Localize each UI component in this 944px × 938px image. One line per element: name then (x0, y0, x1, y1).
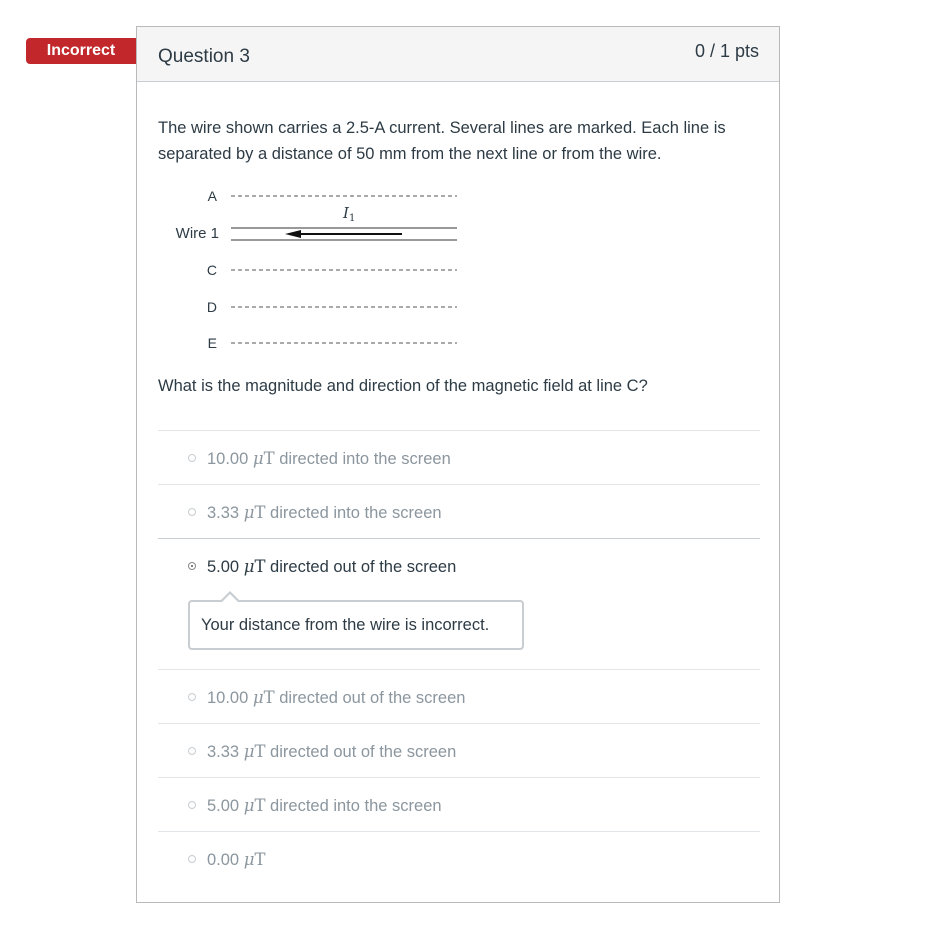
line-label-e: E (207, 335, 217, 351)
question-card (136, 26, 780, 903)
answer-option-1[interactable] (158, 430, 760, 484)
answer-feedback (188, 600, 524, 650)
answer-text: 10.00 μT directed into the screen (207, 449, 451, 468)
line-label-c: C (206, 262, 217, 278)
radio-icon[interactable] (188, 693, 196, 701)
answer-option-7[interactable] (158, 831, 760, 885)
radio-selected-icon[interactable] (188, 562, 196, 570)
incorrect-badge-label: Incorrect (26, 38, 136, 64)
wire-diagram (157, 185, 477, 365)
line-label-d: D (206, 299, 217, 315)
answer-option-6[interactable] (158, 777, 760, 831)
question-ask: What is the magnitude and direction of the magnetic field at line C? (158, 377, 648, 395)
feedback-pointer-inner (222, 594, 238, 602)
answer-option-5[interactable] (158, 723, 760, 777)
question-prompt: The wire shown carries a 2.5-A current. Several lines are marked. Each line is separated by a distance of 50 mm from the next line or from the wire. (158, 119, 726, 163)
answer-text: 10.00 μT directed out of the screen (207, 688, 466, 707)
answer-list (158, 430, 760, 885)
question-title: Question 3 (158, 46, 250, 67)
incorrect-badge (26, 38, 150, 64)
answer-text: 3.33 μT directed into the screen (207, 503, 442, 522)
answer-option-4[interactable] (158, 669, 760, 723)
question-header (137, 27, 779, 82)
answer-option-2[interactable] (158, 484, 760, 538)
current-arrow-head (285, 230, 301, 238)
answer-text: 5.00 μT directed into the screen (207, 796, 442, 815)
radio-icon[interactable] (188, 747, 196, 755)
feedback-text: Your distance from the wire is incorrect. (201, 616, 490, 634)
question-points: 0 / 1 pts (694, 41, 759, 61)
line-label-a: A (207, 188, 217, 204)
current-symbol: I (343, 204, 349, 222)
current-subscript: 1 (348, 213, 356, 224)
answer-text: 5.00 μT directed out of the screen (207, 557, 457, 576)
current-label (342, 204, 355, 224)
answer-text: 3.33 μT directed out of the screen (207, 742, 457, 761)
wire-label: Wire 1 (175, 225, 219, 242)
radio-icon[interactable] (188, 801, 196, 809)
radio-icon[interactable] (188, 855, 196, 863)
answer-text: 0.00 μT (207, 850, 266, 869)
radio-icon[interactable] (188, 454, 196, 462)
answer-option-3-selected[interactable] (158, 538, 760, 669)
radio-icon[interactable] (188, 508, 196, 516)
